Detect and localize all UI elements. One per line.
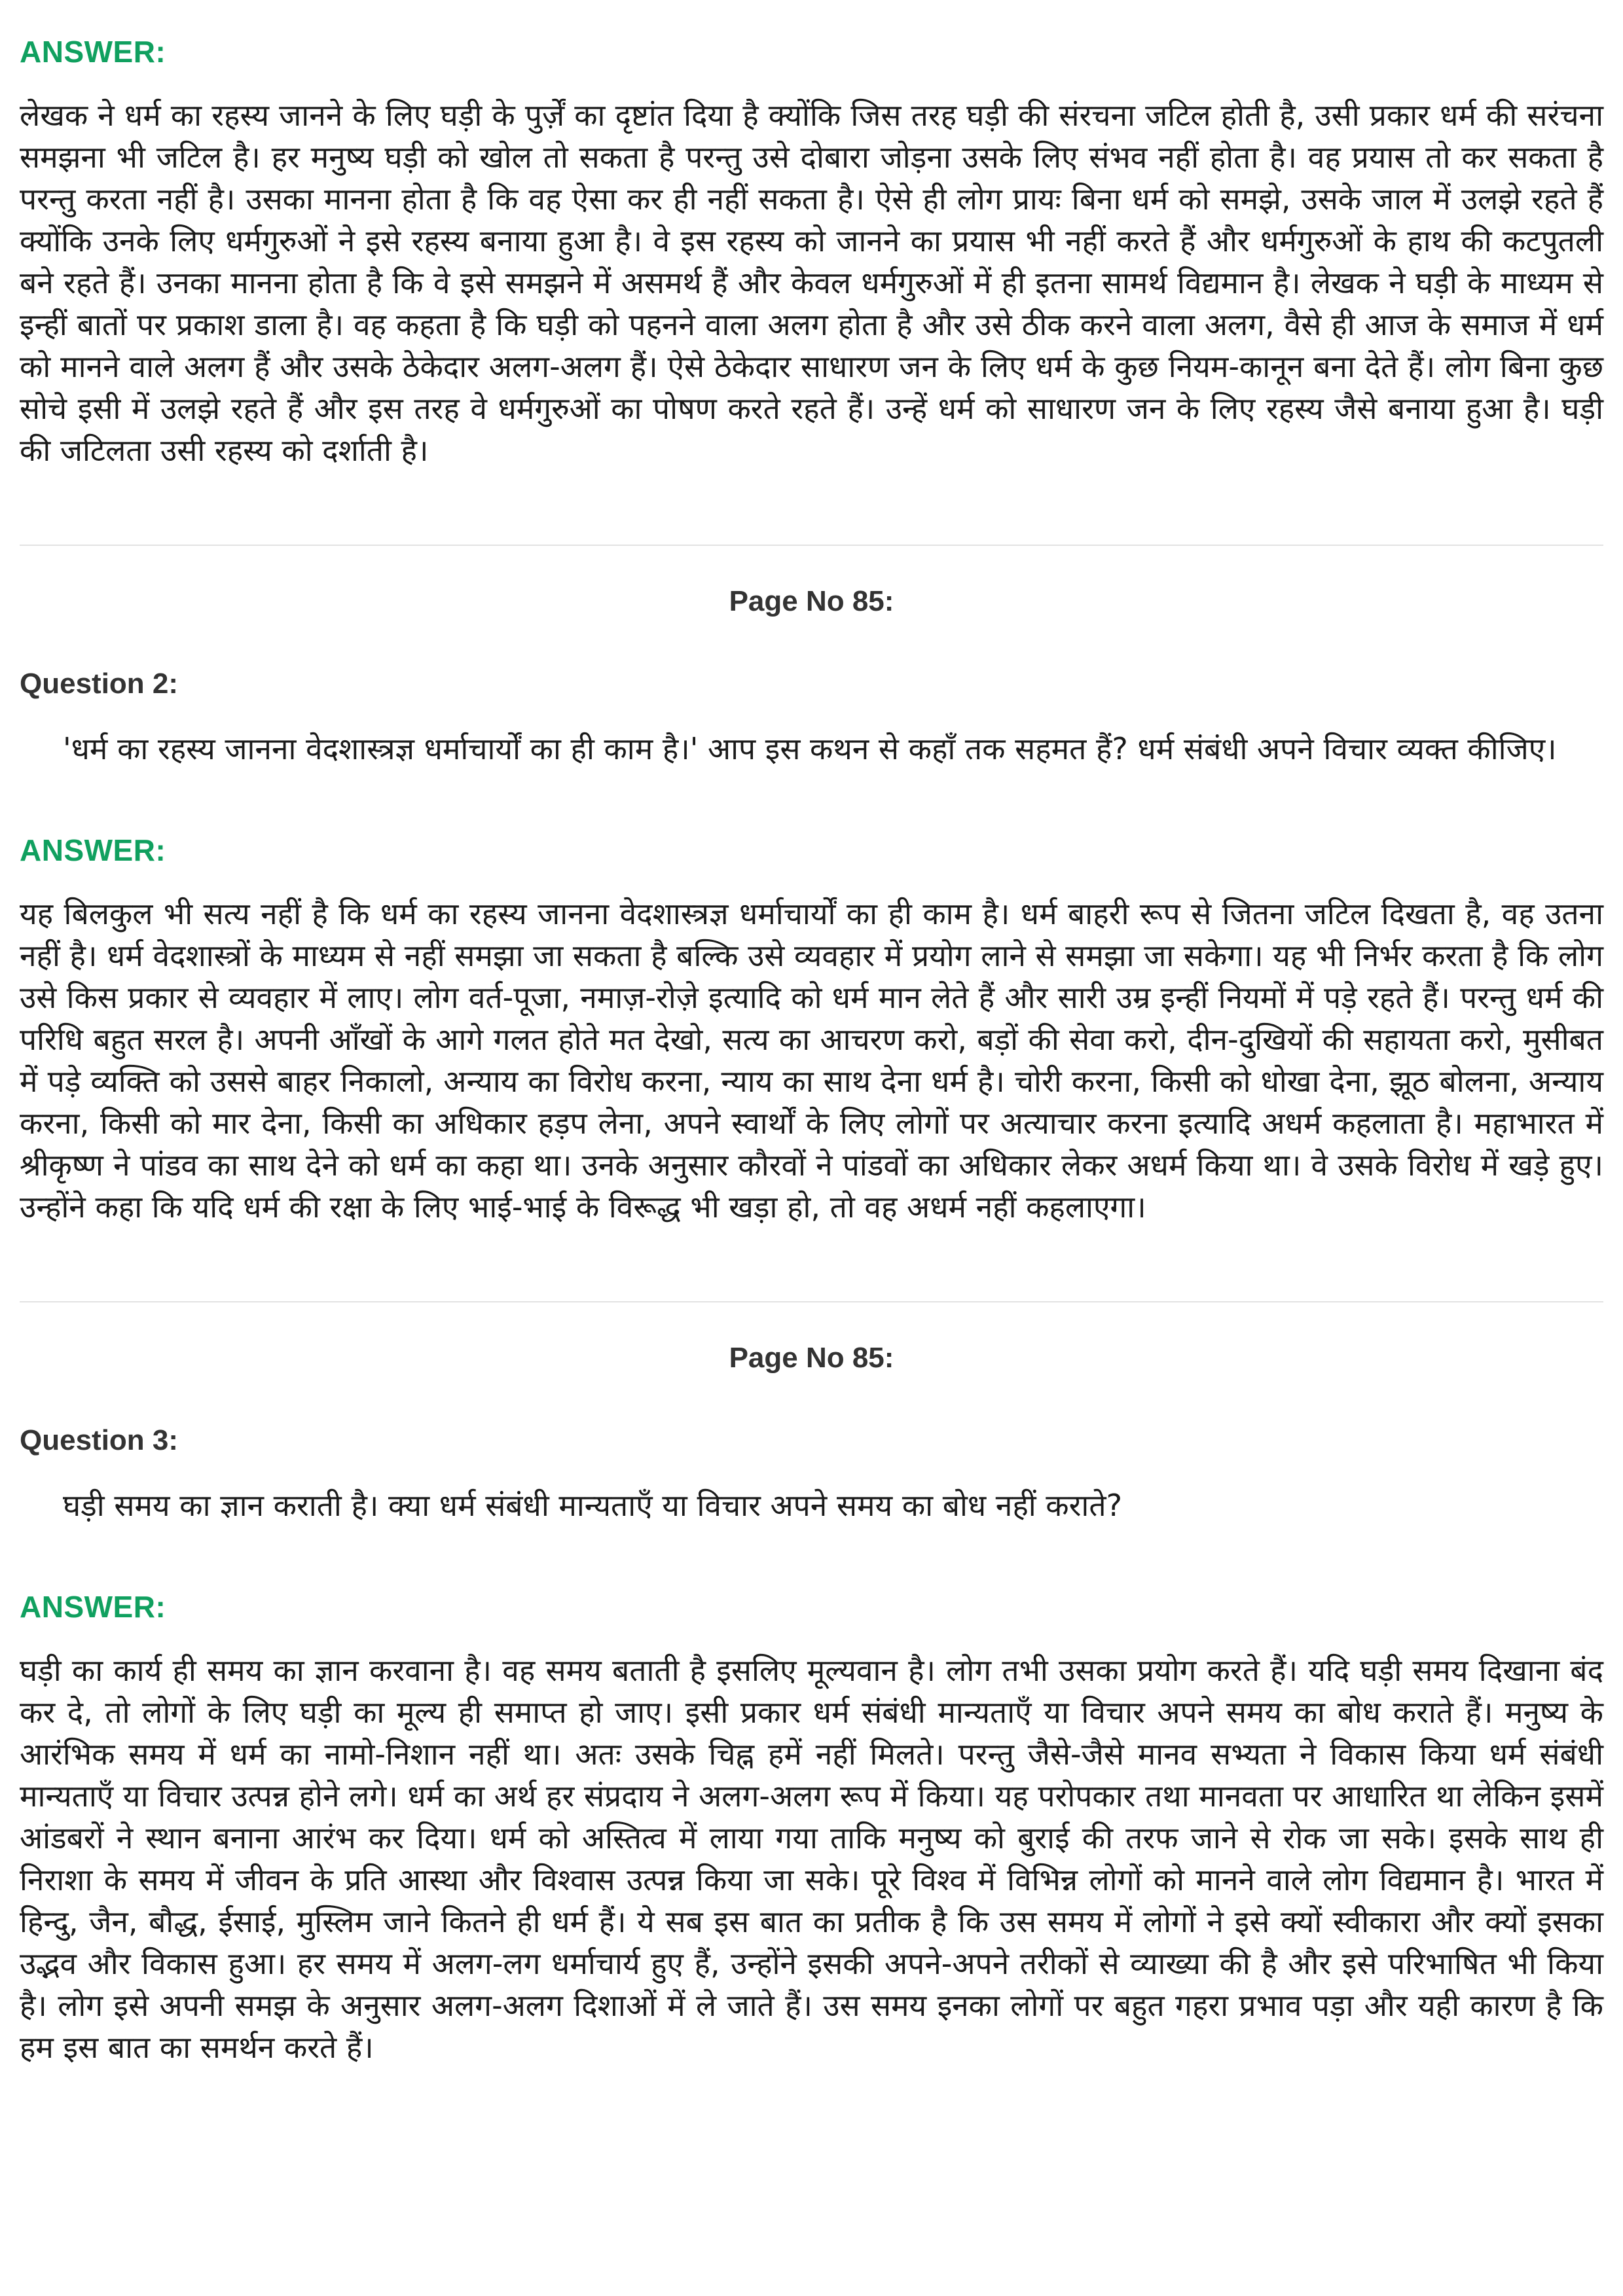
answer-heading: ANSWER:: [20, 35, 166, 69]
answer-paragraph: लेखक ने धर्म का रहस्य जानने के लिए घड़ी के पुर्ज़ें का दृष्टांत दिया है क्योंकि जिस तरह घड़ी की संरचना जटिल होती है, उसी प्रकार धर्म की सरंचना समझना भी जटिल है। हर मनुष्य घड़ी को खोल तो सकता है परन्तु उसे दोबारा जोड़ना उसके लिए संभव नहीं होता है। वह प्रयास तो कर सकता है परन्तु करता नहीं है। उसका मानना होता है कि वह ऐसा कर ही नहीं सकता है। ऐसे ही लोग प्रायः बिना धर्म को समझे, उसके जाल में उलझे रहते हैं क्योंकि उनके लिए धर्मगुरुओं ने इसे रहस्य बनाया हुआ है। वे इस रहस्य को जानने का प्रयास भी नहीं करते हैं और धर्मगुरुओं के हाथ की कटपुतली बने रहते हैं। उनका मानना होता है कि वे इसे समझने में असमर्थ हैं और केवल धर्मगुरुओं में ही इतना सामर्थ विद्यमान है। लेखक ने घड़ी के माध्यम से इन्हीं बातों पर प्रकाश डाला है। वह कहता है कि घड़ी को पहनने वाला अलग होता है और उसे ठीक करने वाला अलग, वैसे ही आज के समाज में धर्म को मानने वाले अलग हैं और उसके ठेकेदार अलग-अलग हैं। ऐसे ठेकेदार साधारण जन के लिए धर्म के कुछ नियम-कानून बना देते हैं। लोग बिना कुछ सोचे इसी में उलझे रहते हैं और इस तरह वे धर्मगुरुओं का पोषण करते रहते हैं। उन्हें धर्म को साधारण जन के लिए रहस्य जैसे बनाया हुआ है। घड़ी की जटिलता उसी रहस्य को दर्शाती है।: [20, 98, 1604, 468]
section-divider: [20, 1301, 1603, 1302]
answer-paragraph: घड़ी का कार्य ही समय का ज्ञान करवाना है। वह समय बताती है इसलिए मूल्यवान है। लोग तभी उसका प्रयोग करते हैं। यदि घड़ी समय दिखाना बंद कर दे, तो लोगों के लिए घड़ी का मूल्य ही समाप्त हो जाए। इसी प्रकार धर्म संबंधी मान्यताएँ या विचार अपने समय का बोध कराते हैं। मनुष्य के आरंभिक समय में धर्म का नामो-निशान नहीं था। अतः उसके चिह्न हमें नहीं मिलते। परन्तु जैसे-जैसे मानव सभ्यता ने विकास किया धर्म संबंधी मान्यताएँ या विचार उत्पन्न होने लगे। धर्म का अर्थ हर संप्रदाय ने अलग-अलग रूप में किया। यह परोपकार तथा मानवता पर आधारित था लेकिन इसमें आंडबरों ने स्थान बनाना आरंभ कर दिया। धर्म को अस्तित्व में लाया गया ताकि मनुष्य को बुराई की तरफ जाने से रोक जा सके। इसके साथ ही निराशा के समय में जीवन के प्रति आस्था और विश्वास उत्पन्न किया जा सके। पूरे विश्व में विभिन्न लोगों को मानने वाले लोग विद्यमान है। भारत में हिन्दु, जैन, बौद्ध, ईसाई, मुस्लिम जाने कितने ही धर्म हैं। ये सब इस बात का प्रतीक है कि उस समय में लोगों ने इसे क्यों स्वीकारा और क्यों इसका उद्भव और विकास हुआ। हर समय में अलग-लग धर्माचार्य हुए हैं, उन्होंने इसकी अपने-अपने तरीकों से व्याख्या की है और इसे परिभाषित भी किया है। लोग इसे अपनी समझ के अनुसार अलग-अलग दिशाओं में ले जाते हैं। उस समय इनका लोगों पर बहुत गहरा प्रभाव पड़ा और यही कारण है कि हम इस बात का समर्थन करते हैं।: [20, 1653, 1603, 2065]
answer-paragraph: यह बिलकुल भी सत्य नहीं है कि धर्म का रहस्य जानना वेदशास्त्रज्ञ धर्माचार्यों का ही काम है। धर्म बाहरी रूप से जितना जटिल दिखता है, वह उतना नहीं है। धर्म वेदशास्त्रों के माध्यम से नहीं समझा जा सकता है बल्कि उसे व्यवहार में प्रयोग लाने से समझा जा सकेगा। यह भी निर्भर करता है कि लोग उसे किस प्रकार से व्यवहार में लाए। लोग वर्त-पूजा, नमाज़-रोज़े इत्यादि को धर्म मान लेते हैं और सारी उम्र इन्हीं नियमों में पड़े रहते हैं। परन्तु धर्म की परिधि बहुत सरल है। अपनी आँखों के आगे गलत होते मत देखो, सत्य का आचरण करो, बड़ों की सेवा करो, दीन-दुखियों की सहायता करो, मुसीबत में पड़े व्यक्ति को उससे बाहर निकालो, अन्याय का विरोध करना, न्याय का साथ देना धर्म है। चोरी करना, किसी को धोखा देना, झूठ बोलना, अन्याय करना, किसी को मार देना, किसी का अधिकार हड़प लेना, अपने स्वार्थों के लिए लोगों पर अत्याचार करना इत्यादि अधर्म कहलाता है। महाभारत में श्रीकृष्ण ने पांडव का साथ देने को धर्म का कहा था। उनके अनुसार कौरवों ने पांडवों का अधिकार लेकर अधर्म किया था। वे उसके विरोध में खड़े हुए। उन्होंने कहा कि यदि धर्म की रक्षा के लिए भाई-भाई के विरूद्ध भी खड़ा हो, तो वह अधर्म नहीं कहलाएगा।: [20, 896, 1603, 1225]
question-heading: Question 2:: [20, 668, 179, 700]
page-number-heading: Page No 85:: [729, 585, 894, 617]
question-3-section: [20, 1301, 1603, 2068]
page-number-heading: Page No 85:: [729, 1342, 894, 1374]
answer-heading: ANSWER:: [20, 833, 166, 867]
question-text: घड़ी समय का ज्ञान कराती है। क्या धर्म संबंधी मान्यताएँ या विचार अपने समय का बोध नहीं कराते?: [63, 1488, 1122, 1523]
question-2-section: [20, 545, 1603, 1228]
answer-heading: ANSWER:: [20, 1590, 166, 1624]
section-divider: [20, 545, 1603, 546]
question-text: 'धर्म का रहस्य जानना वेदशास्त्रज्ञ धर्माचार्यों का ही काम है।' आप इस कथन से कहाँ तक सहमत हैं? धर्म संबंधी अपने विचार व्यक्त कीजिए।: [63, 731, 1557, 766]
question-heading: Question 3:: [20, 1424, 179, 1456]
answer-section-1: [20, 34, 1603, 471]
